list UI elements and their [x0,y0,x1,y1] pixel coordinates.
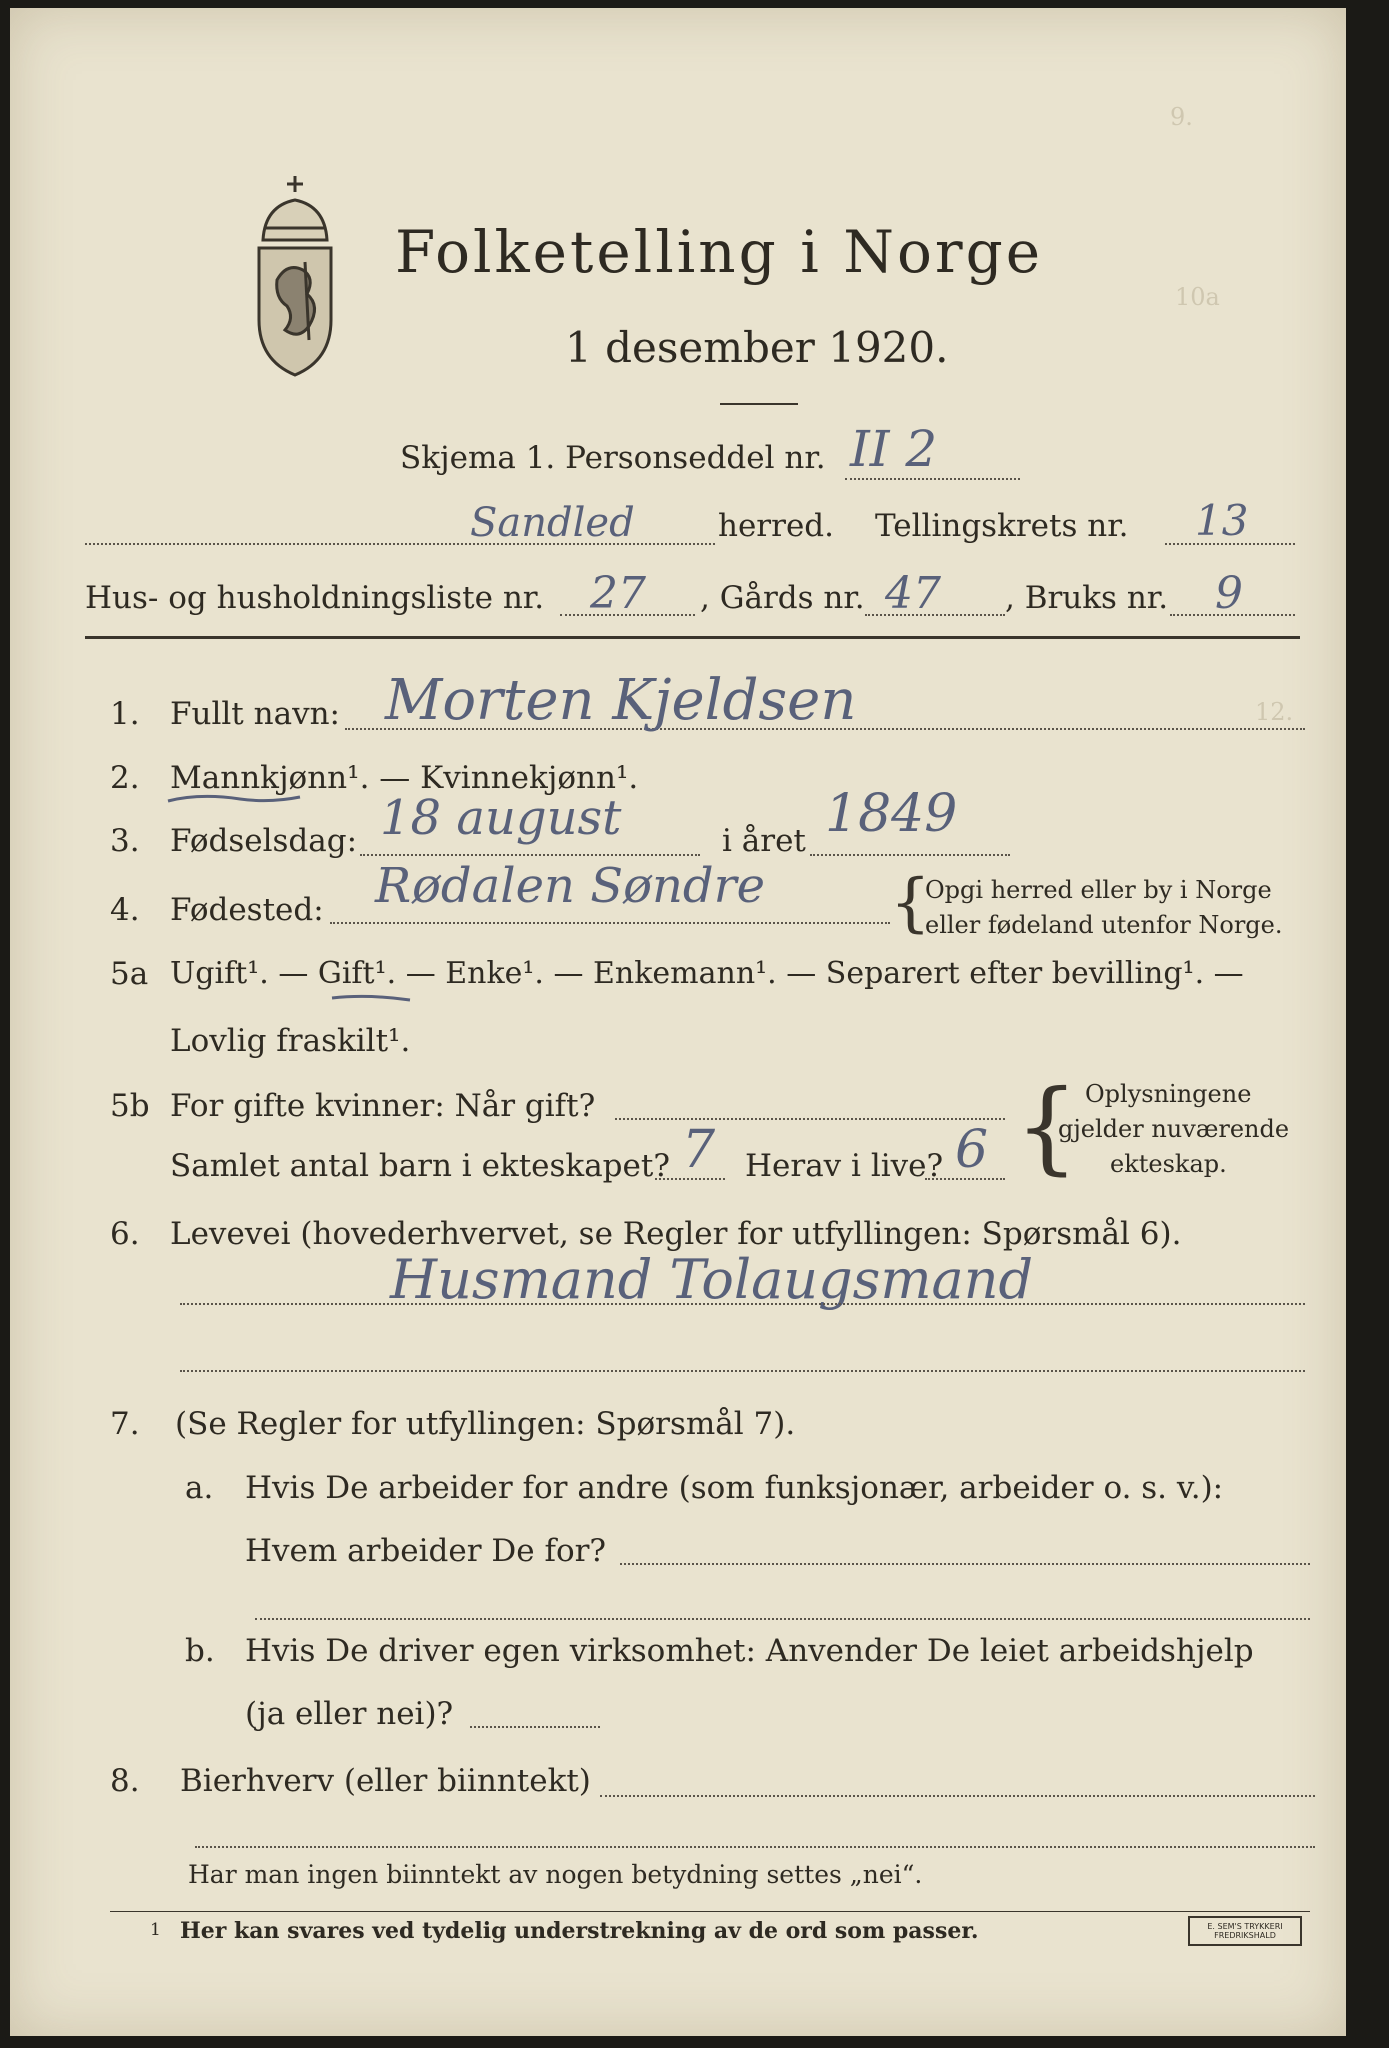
printer-stamp [1188,1916,1302,1946]
norwegian-coat-of-arms-icon [235,170,355,380]
q7b-label: Hvis De driver egen virksomhet: Anvender De leiet arbeidshjelp [245,1633,1254,1669]
gards-value[interactable]: 47 [885,568,941,619]
q7b-line [470,1726,600,1728]
q4-number: 4. [110,892,140,928]
q1-number: 1. [110,696,140,732]
schema-value[interactable]: II 2 [850,420,938,478]
q7-label: (Se Regler for utfyllingen: Spørsmål 7). [175,1406,796,1442]
form-date: 1 desember 1920. [565,323,949,372]
q5a-underline-mark [328,988,418,1008]
schema-label: Skjema 1. Personseddel nr. [400,440,826,476]
bleed-through-text: 10a [1175,283,1220,311]
q8-number: 8. [110,1763,140,1799]
bruks-value[interactable]: 9 [1215,568,1243,619]
q2-label: Mannkjønn¹. — Kvinnekjønn¹. [170,760,639,796]
q6-number: 6. [110,1216,140,1252]
gards-label: , Gårds nr. [700,580,865,616]
footnote-text: Her kan svares ved tydelig understrekning av de ord som passer. [180,1918,979,1944]
bruks-label: , Bruks nr. [1005,580,1169,616]
q2-number: 2. [110,760,140,796]
q6-label: Levevei (hovederhvervet, se Regler for utfyllingen: Spørsmål 6). [170,1216,1182,1252]
footer-rule [110,1911,1310,1912]
footnote-mark: 1 [150,1920,161,1940]
q7-number: 7. [110,1406,140,1442]
q4-value[interactable]: Rødalen Søndre [375,858,765,914]
krets-value[interactable]: 13 [1195,496,1249,545]
bleed-through-text: 9. [1170,103,1193,131]
q4-label: Fødested: [170,892,324,928]
q3-number: 3. [110,823,140,859]
q3-label: Fødselsdag: [170,823,358,859]
q8-line-1 [600,1795,1315,1797]
q5a-label-2: Lovlig fraskilt¹. [170,1023,411,1059]
herred-label: herred. [718,508,834,544]
q4-brace: { [890,866,931,940]
q1-value[interactable]: Morten Kjeldsen [385,668,857,733]
q3-value[interactable]: 18 august [380,790,622,846]
q6-value[interactable]: Husmand Tolaugsmand [390,1248,1034,1311]
footer-note: Har man ingen biinntekt av nogen betydning settes „nei“. [188,1860,923,1889]
q5b-children-value[interactable]: 7 [682,1120,716,1180]
form-title: Folketelling i Norge [395,218,1044,286]
q5b-note-1: Oplysningene [1085,1080,1252,1108]
bleed-through-text: 12. [1255,698,1294,726]
q7a-line-2 [255,1618,1310,1620]
q5b-note-2: gjelder nuværende [1058,1115,1290,1143]
census-form-page [10,8,1346,2036]
q8-line-2 [195,1846,1315,1848]
q5a-number: 5a [110,956,149,992]
q3-line [360,854,700,856]
q5b-alive-label: Herav i live? [745,1148,944,1184]
q5a-label: Ugift¹. — Gift¹. — Enke¹. — Enkemann¹. — Separert efter bevilling¹. — [170,956,1244,991]
q2-underline-mark [160,783,310,813]
q4-note-2: eller fødeland utenfor Norge. [925,911,1283,939]
printer-stamp-text: E. SEM'S TRYKKERI FREDRIKSHALD [1207,1922,1283,1940]
q6-line-2 [180,1370,1305,1372]
q3-year-value[interactable]: 1849 [825,784,958,844]
hus-value[interactable]: 27 [590,568,646,619]
q8-label: Bierhverv (eller biinntekt) [180,1763,591,1799]
q5b-note-3: ekteskap. [1110,1150,1227,1178]
q7b-label-2: (ja eller nei)? [245,1696,454,1732]
schema-line [845,478,1020,480]
q4-line [330,922,890,924]
title-divider [720,403,798,405]
q5b-number: 5b [110,1088,150,1124]
q7a-letter: a. [185,1470,214,1506]
q5b-alive-value[interactable]: 6 [955,1120,989,1180]
q5b-brace: { [1015,1068,1079,1185]
q5b-married-line [615,1118,1005,1120]
q1-label: Fullt navn: [170,696,340,732]
q7a-label: Hvis De arbeider for andre (som funksjonær, arbeider o. s. v.): [245,1470,1224,1506]
q6-line-1 [180,1303,1305,1305]
q7a-label-2: Hvem arbeider De for? [245,1533,607,1569]
hus-label: Hus- og husholdningsliste nr. [85,580,545,616]
header-rule [85,636,1300,639]
q4-note-1: Opgi herred eller by i Norge [925,876,1272,904]
q7b-letter: b. [185,1633,215,1669]
herred-value[interactable]: Sandled [470,500,635,546]
q3-year-line [810,854,1010,856]
q7a-line-1 [620,1563,1310,1565]
q5b-label: For gifte kvinner: Når gift? [170,1088,596,1124]
q3-year-label: i året [722,823,806,859]
krets-label: Tellingskrets nr. [875,508,1129,544]
q5b-children-label: Samlet antal barn i ekteskapet? [170,1148,670,1184]
